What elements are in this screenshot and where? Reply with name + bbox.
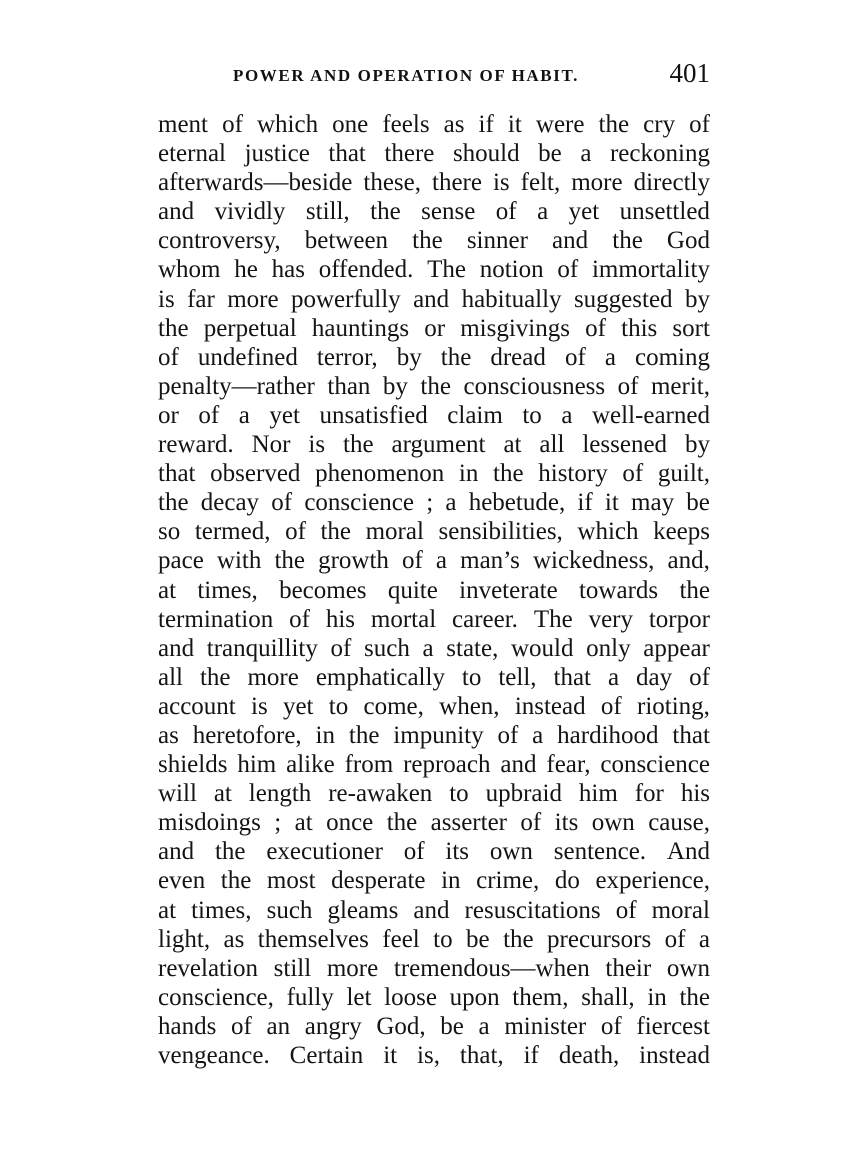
text-line: will at length re-awaken to upbraid him for his <box>158 780 710 808</box>
text-line: reward. Nor is the argument at all lessened by <box>158 431 710 459</box>
text-line: the decay of conscience ; a hebetude, if it may be <box>158 489 710 517</box>
text-line: at times, such gleams and resuscitations of moral <box>158 896 710 924</box>
text-line: hands of an angry God, be a minister of fiercest <box>158 1012 710 1040</box>
text-line: pace with the growth of a man’s wickedness, and, <box>158 547 710 575</box>
text-line: all the more emphatically to tell, that a day of <box>158 663 710 691</box>
text-line: account is yet to come, when, instead of rioting, <box>158 692 710 720</box>
text-line: penalty—rather than by the consciousness of merit, <box>158 372 710 400</box>
text-line: even the most desperate in crime, do experience, <box>158 867 710 895</box>
text-line: the perpetual hauntings or misgivings of this sort <box>158 314 710 342</box>
text-line: vengeance. Certain it is, that, if death, instead <box>158 1042 710 1069</box>
text-line: and the executioner of its own sentence. And <box>158 838 710 866</box>
text-line: revelation still more tremendous—when their own <box>158 954 710 982</box>
running-head <box>158 58 710 92</box>
text-line: as heretofore, in the impunity of a hardihood that <box>158 721 710 749</box>
text-line: ment of which one feels as if it were the cry of <box>158 111 710 138</box>
body-text <box>158 110 710 1070</box>
text-line: at times, becomes quite inveterate towards the <box>158 576 710 604</box>
text-line: termination of his mortal career. The very torpor <box>158 605 710 633</box>
text-line: that observed phenomenon in the history of guilt, <box>158 460 710 488</box>
text-line: of undefined terror, by the dread of a coming <box>158 343 710 371</box>
text-line: so termed, of the moral sensibilities, which keeps <box>158 518 710 546</box>
text-line: conscience, fully let loose upon them, shall, in the <box>158 983 710 1011</box>
text-line: whom he has offended. The notion of immortality <box>158 256 710 284</box>
running-title: POWER AND OPERATION OF HABIT. <box>233 66 579 85</box>
text-line: and vividly still, the sense of a yet unsettled <box>158 198 710 226</box>
text-line: or of a yet unsatisfied claim to a well-earned <box>158 401 710 429</box>
page-number: 401 <box>669 58 710 88</box>
text-line: shields him alike from reproach and fear, conscience <box>158 751 710 779</box>
text-line: controversy, between the sinner and the God <box>158 227 710 255</box>
text-line: is far more powerfully and habitually suggested by <box>158 285 710 313</box>
text-line: afterwards—beside these, there is felt, more directly <box>158 169 710 197</box>
text-line: light, as themselves feel to be the precursors of a <box>158 925 710 953</box>
text-line: and tranquillity of such a state, would only appear <box>158 634 710 662</box>
text-line: eternal justice that there should be a reckoning <box>158 140 710 168</box>
text-line: misdoings ; at once the asserter of its own cause, <box>158 809 710 837</box>
